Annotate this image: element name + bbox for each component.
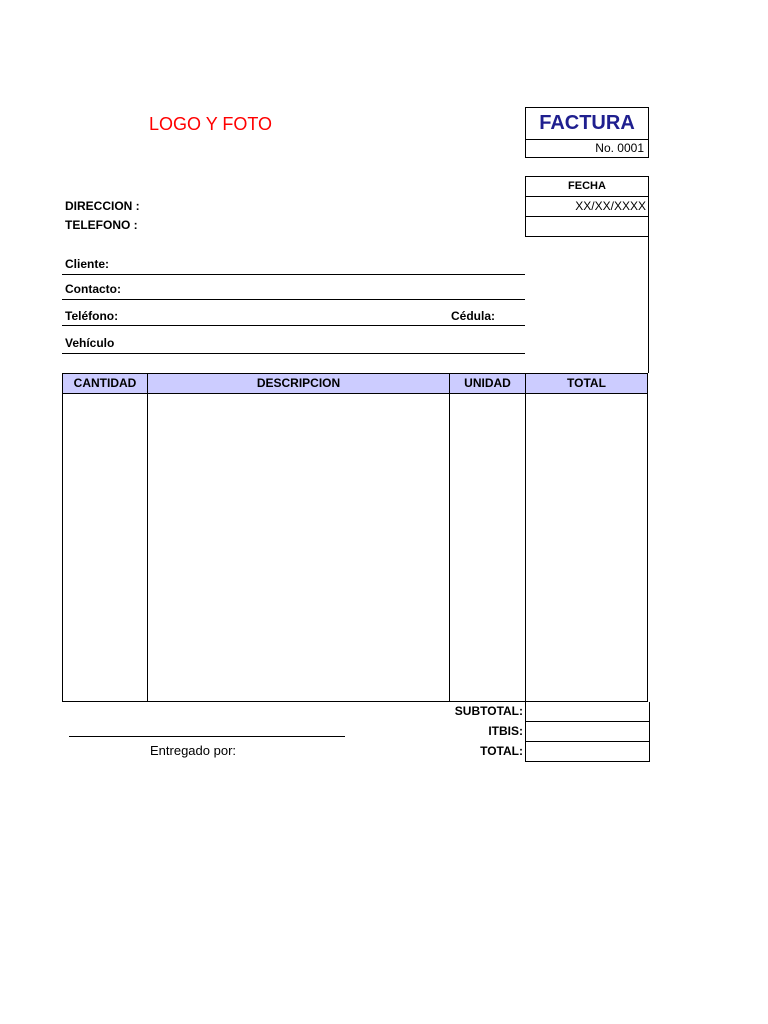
address-label: DIRECCION :: [65, 199, 140, 213]
total-value-cell: [526, 742, 649, 761]
invoice-title: FACTURA: [526, 108, 648, 140]
date-value: XX/XX/XXXX: [526, 197, 648, 217]
column-header-total: TOTAL: [567, 376, 606, 390]
column-header-description: DESCRIPCION: [256, 376, 341, 390]
column-divider: [449, 374, 450, 701]
vehicle-line: [62, 353, 525, 354]
delivered-by-label: Entregado por:: [150, 743, 237, 758]
client-label: Cliente:: [65, 257, 110, 271]
column-header-unit: UNIDAD: [464, 376, 511, 390]
totals-box: [525, 702, 650, 762]
date-label: FECHA: [526, 177, 648, 197]
items-table-header: [63, 374, 647, 394]
id-label: Cédula:: [451, 309, 496, 323]
phone-line: [62, 325, 525, 326]
invoice-title-box: [525, 107, 649, 158]
items-table: [62, 373, 648, 702]
subtotal-value-cell: [526, 702, 649, 722]
client-phone-label: Teléfono:: [65, 309, 119, 323]
client-line: [62, 274, 525, 275]
vehicle-label: Vehículo: [65, 336, 115, 350]
column-divider: [525, 374, 526, 701]
column-header-quantity: CANTIDAD: [73, 376, 137, 390]
contact-line: [62, 299, 525, 300]
signature-line: [69, 736, 345, 737]
date-empty-cell: [526, 217, 648, 236]
itbis-label: ITBIS:: [488, 724, 523, 738]
logo-placeholder: LOGO Y FOTO: [149, 114, 273, 134]
total-label: TOTAL:: [480, 744, 523, 758]
company-phone-label: TELEFONO :: [65, 218, 138, 232]
invoice-number: No. 0001: [595, 141, 644, 155]
contact-label: Contacto:: [65, 282, 121, 296]
subtotal-label: SUBTOTAL:: [454, 704, 523, 718]
itbis-value-cell: [526, 722, 649, 742]
right-border-line: [648, 236, 649, 373]
date-box: [525, 176, 649, 237]
column-divider: [147, 374, 148, 701]
